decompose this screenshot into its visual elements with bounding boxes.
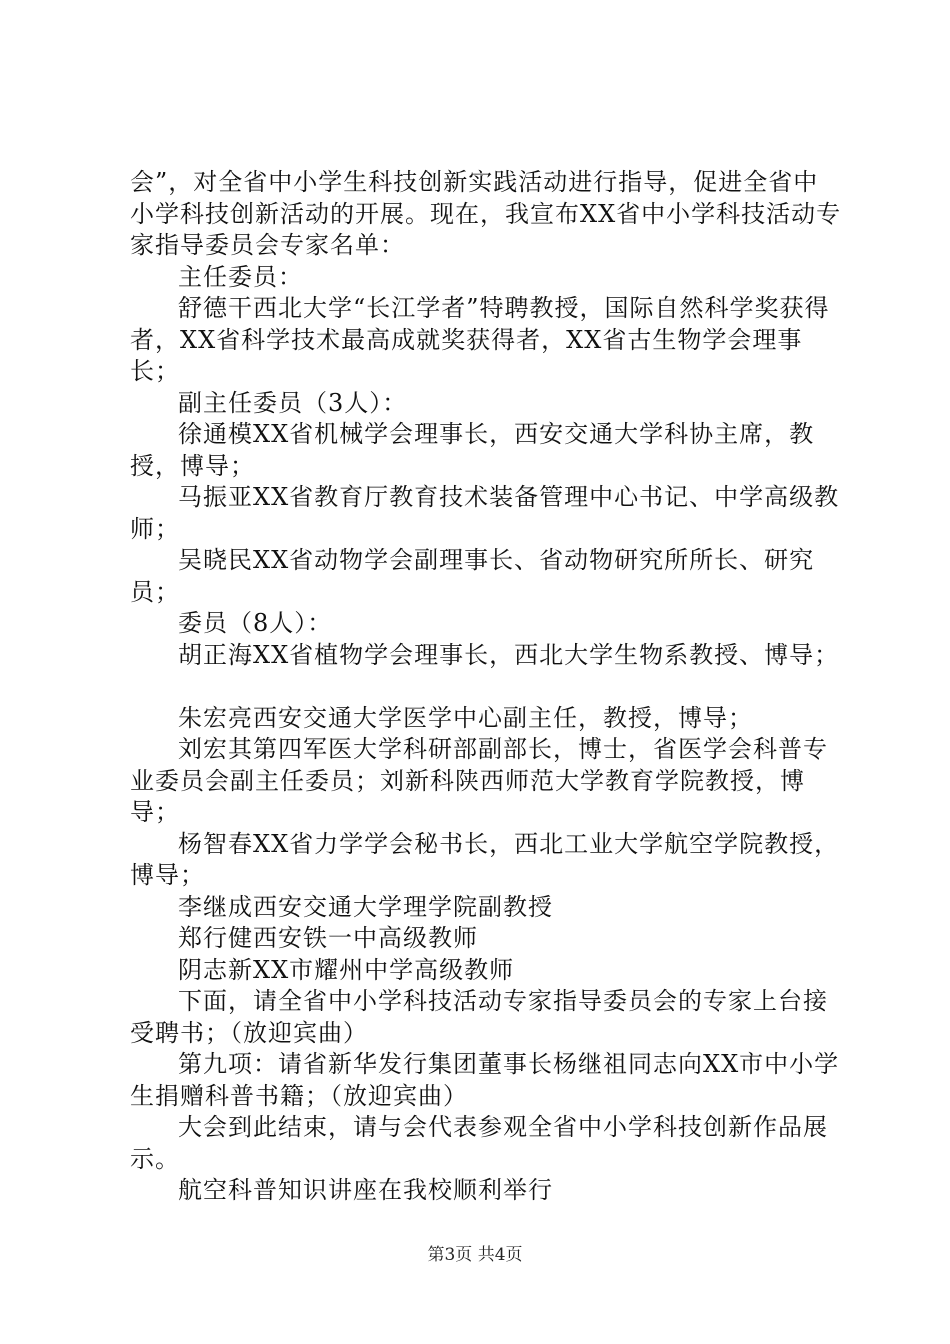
paragraph: 大会到此结束，请与会代表参观全省中小学科技创新作品展示。 xyxy=(130,1113,828,1173)
paragraph: 副主任委员（3人）： xyxy=(178,388,408,417)
paragraph: 下面，请全省中小学科技活动专家指导委员会的专家上台接受聘书；（放迎宾曲） xyxy=(130,987,828,1047)
paragraph: 杨智春XX省力学学会秘书长，西北工业大学航空学院教授，博导； xyxy=(130,829,840,889)
document-body xyxy=(130,167,842,1207)
paragraph: 胡正海XX省植物学会理事长，西北大学生物系教授、博导； xyxy=(178,640,840,669)
page-footer xyxy=(0,1244,950,1266)
paragraph: 会”，对全省中小学生科技创新实践活动进行指导，促进全省中小学科技创新活动的开展。现在，我宣布XX省中小学科技活动专家指导委员会专家名单： xyxy=(130,168,842,259)
paragraph: 郑行健西安铁一中高级教师 xyxy=(178,924,478,952)
paragraph: 阴志新XX市耀州中学高级教师 xyxy=(178,955,515,984)
paragraph: 吴晓民XX省动物学会副理事长、省动物研究所所长、研究员； xyxy=(130,546,815,606)
paragraph: 舒德干西北大学“长江学者”特聘教授，国际自然科学奖获得者，XX省科学技术最高成就奖获得者，XX省古生物学会理事长； xyxy=(130,294,830,385)
paragraph: 航空科普知识讲座在我校顺利举行 xyxy=(178,1176,553,1204)
paragraph: 马振亚XX省教育厅教育技术装备管理中心书记、中学高级教师； xyxy=(130,483,840,543)
page-number-label: 第3页 共4页 xyxy=(427,1245,523,1265)
blank-line xyxy=(130,671,842,703)
paragraph: 委员（8人）： xyxy=(178,609,333,637)
paragraph: 朱宏亮西安交通大学医学中心副主任，教授，博导； xyxy=(178,703,753,732)
paragraph: 李继成西安交通大学理学院副教授 xyxy=(178,892,553,921)
paragraph: 第九项：请省新华发行集团董事长杨继祖同志向XX市中小学生捐赠科普书籍；（放迎宾曲） xyxy=(130,1050,840,1110)
paragraph: 刘宏其第四军医大学科研部副部长，博士，省医学会科普专业委员会副主任委员；刘新科陕西师范大学教育学院教授，博导； xyxy=(130,735,828,826)
paragraph: 徐通模XX省机械学会理事长，西安交通大学科协主席，教授，博导； xyxy=(130,420,815,480)
paragraph: 主任委员： xyxy=(178,262,303,291)
